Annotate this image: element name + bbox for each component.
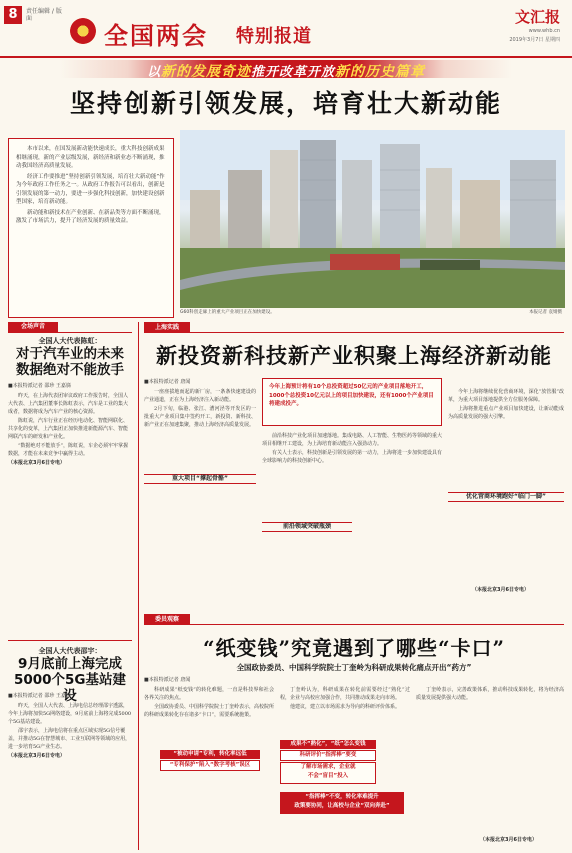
photo-credit: 本报记者 袁婧摄 — [529, 310, 562, 315]
pull-quote-box: 了解市场需求，企业就 不会“盲目”投入 — [280, 762, 376, 784]
pull-quote: 成果不“熟化”，“纸”怎么变钱 — [280, 740, 376, 749]
sidebar-headline: 对于汽车业的未来 — [16, 346, 124, 362]
story-tag: 上海实践 — [144, 322, 190, 333]
article-column: 科研成果“纸变钱”的转化难题，一直是科技界和社会各界关注的焦点。 全国政协委员、中国科学院院士丁奎岭表示，高校院所的科研成果转化存在诸多“卡口”，需要系统施策。 — [144, 687, 275, 718]
lead-box: 今年上海预计将有10个总投资超过50亿元的产业项目落地开工，1000个总投资10亿元以上的项目加快建设，还有1000个产业项目将建成投产。 — [262, 378, 442, 426]
intro-box — [8, 138, 174, 318]
pull-quote: 科研评价“指挥棒”要变 — [280, 750, 376, 761]
photo-caption: G60科创走廊上的重大产业项目正在加快建设。 — [180, 310, 275, 315]
page-headline: 坚持创新引领发展，培育壮大新动能 — [69, 89, 502, 118]
subhead: 优化营商环境跑好“临门一脚” — [448, 492, 564, 502]
section-subtitle: 特别报道 — [236, 26, 312, 47]
news-photo[interactable] — [180, 130, 565, 308]
pull-quote-box: “指挥棒”不变，转化率难提升 政策要协同，让高校与企业“双向奔赴” — [280, 792, 404, 814]
article-column: 丁奎岭认为，科研成果在转化前需要经过“熟化”过程，企业与高校应加强合作，共同推动成果走向市场。 他建议，建立以市场需求为导向的科研评价体系。 — [280, 687, 410, 710]
sidebar-kicker: 全国人大代表邵宇： — [38, 647, 102, 655]
intro-paragraph: 经济工作要推进“坚持创新引领发展，培育壮大新动能”作为今年政府工作任务之一。从政府工作报告可以看出，创新是引领发展的第一动力，要进一步强化科技创新，加快建设创新型国家，培育新动能。 — [16, 173, 165, 205]
pull-quote: “被动申请”专利，转化率远低 — [160, 750, 260, 759]
story-headline: “纸变钱”究竟遇到了哪些“卡口” — [202, 636, 505, 660]
newspaper-logo: 文汇报 — [514, 8, 560, 26]
sidebar-tag: 会场声音 — [8, 322, 58, 332]
byline: ■本报特派记者 唐闻 — [144, 379, 191, 385]
divider — [190, 624, 564, 625]
article-end: （本报北京3月6日专电） — [480, 837, 537, 843]
byline: ■本报特派记者 唐闻 — [144, 677, 191, 683]
byline: ■本报特派记者 邵珍 王嘉旖 — [8, 383, 71, 389]
sidebar-kicker: 全国人大代表陈虹： — [38, 337, 102, 345]
article-end: （本报北京3月6日专电） — [8, 460, 65, 466]
article-end: （本报北京3月6日专电） — [8, 753, 65, 759]
subhead: 前沿领域突破瓶颈 — [262, 522, 352, 532]
article-column: 今年上海将继续优化营商环境，深化“放管服”改革，为重大项目落地提供全方位服务保障。 上海将推进重点产业项目加快建设，让新动能成为高质量发展的强大引擎。 — [448, 389, 564, 420]
section-title: 全国两会 — [104, 21, 208, 50]
slogan-text: 以新的发展奇迹推开改革开放新的历史篇章 — [146, 64, 426, 80]
article-end: （本报北京3月6日专电） — [472, 587, 529, 593]
article-column: 前沿科技产业化项目加速落地。集成电路、人工智能、生物医药等领域的重大项目相继开工建设，为上海培育新动能注入强劲动力。 有关人士表示，科技创新是引领发展的第一动力，上海将进一步加快建设具有全球影响力的科技创新中心。 — [262, 433, 443, 464]
sidebar-column — [8, 322, 132, 842]
column-divider — [138, 322, 139, 850]
divider — [8, 640, 132, 641]
article-column: 一座座拔地而起的新厂房，一条条快速建设的产业通道，正在为上海经济注入新动能。 2月下旬，临港、张江、漕河泾等开发区的一批重大产业项目集中签约开工，新投资、新科技、新产业正在加速集聚，推动上海经济高质量发展。 — [144, 389, 256, 428]
story-deck: 全国政协委员、中国科学院院士丁奎岭为科研成果转化痛点开出“药方” — [236, 663, 472, 672]
sidebar-body: 昨天，全国人大代表、上海电信总经理邵宇透露，今年上海将加快5G网络建设，9月底前上海将完成5000个5G基站建设。 邵宇表示，上海电信将在重点区域实现5G信号覆盖，并推动5G在智慧城市、工业互联网等领域的应用，进一步培育5G产业生态。 （本报北京3月6日专电） — [8, 703, 132, 759]
masthead-rule — [0, 56, 572, 58]
divider — [8, 332, 132, 333]
page-number: 8 — [4, 6, 22, 24]
website-url[interactable]: www.whb.cn — [528, 28, 560, 34]
emblem-icon — [70, 18, 96, 44]
byline: ■本报特派记者 邵珍 王嘉旖 — [8, 693, 71, 699]
article-column: 丁奎岭表示，完善政策体系，推动科技成果转化，将为经济高质量发展提供强大动能。 — [416, 687, 564, 701]
section-info: 责任编辑 / 版面 — [26, 8, 62, 22]
issue-date: 2019年3月7日 星期四 — [509, 37, 560, 43]
sidebar-headline: 9月底前上海完成 — [18, 656, 122, 672]
story-tag: 委员观察 — [144, 614, 190, 625]
sidebar-headline: 5000个5G基站建设 — [13, 672, 127, 704]
sidebar-body: 昨天，在上海代表团审议政府工作报告时，全国人大代表、上汽集团董事长陈虹表示，汽车是工业的集大成者，数据将成为汽车产业的核心资源。 陈虹说，汽车行业正在经历电动化、智能网联化、共享化的变革，上汽集团正加快推进新能源汽车、智能网联汽车的研发和产业化。 “数据绝对不能放手”，陈虹说，车企必须牢牢掌握数据，才能在未来竞争中赢得主动。 （本报北京3月6日专电） — [8, 392, 132, 466]
divider — [190, 332, 564, 333]
pull-quote: “专利保护”陷入“数字考核”误区 — [160, 760, 260, 771]
city-skyline-illustration — [180, 130, 565, 308]
sidebar-headline: 数据绝对不能放手 — [16, 362, 124, 378]
story-headline: 新投资新科技新产业积聚上海经济新动能 — [156, 343, 552, 368]
intro-paragraph: 本市以来，在国发展新动能快速成长，重大科技创新成果相继涌现，新的产业层级发展，新经济和新业态不断涌现，推动我国经济高质量发展。 — [16, 146, 165, 169]
subhead: 重大项目“撑起骨骼” — [144, 474, 256, 484]
intro-paragraph: 新动能和新技术在产业创新、在新品类等方面不断涌现，激发了市场活力，提升了经济发展的质量效益。 — [16, 209, 165, 224]
